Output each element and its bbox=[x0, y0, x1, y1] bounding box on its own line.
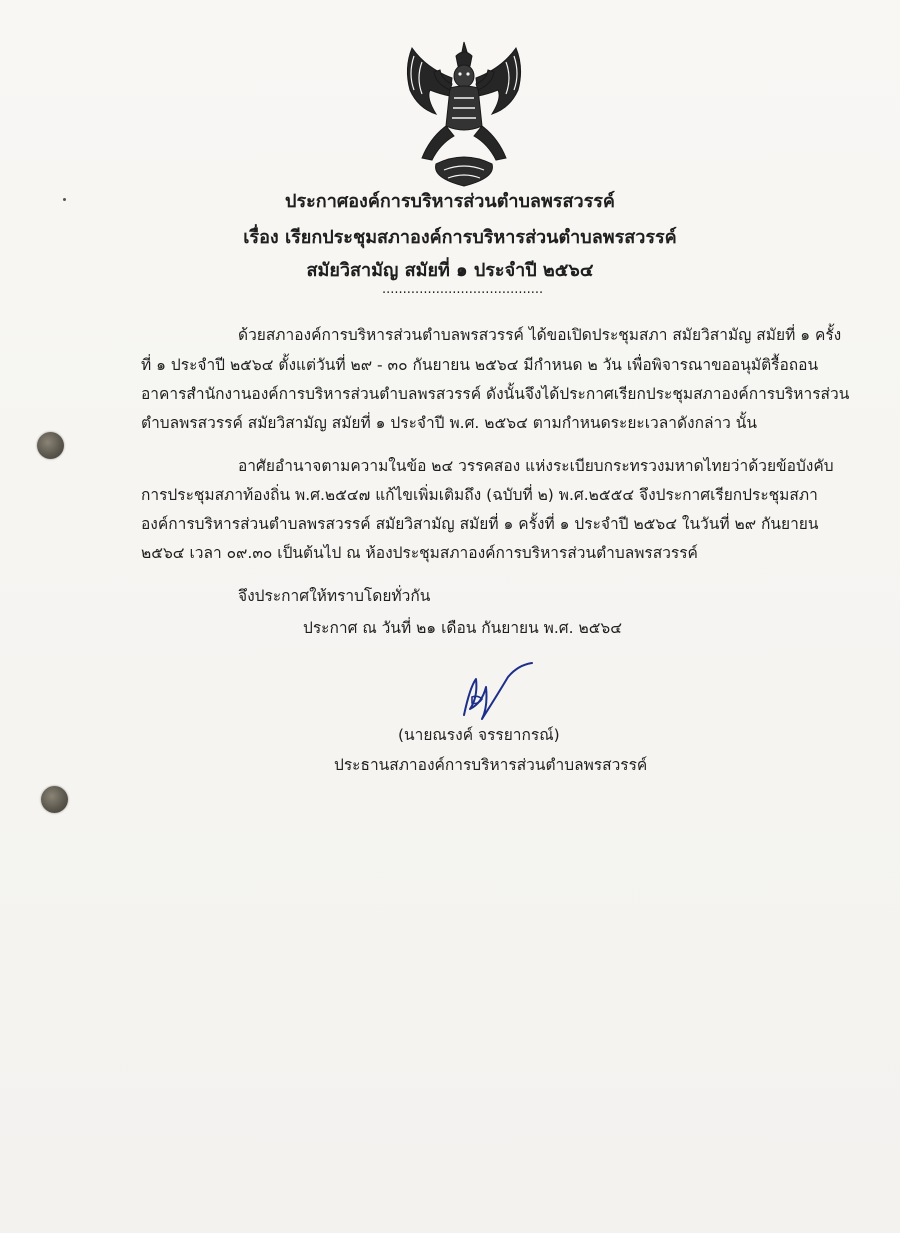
punch-hole-bottom bbox=[41, 786, 68, 813]
paragraph2-line4: ๒๕๖๔ เวลา ๐๙.๓๐ เป็นต้นไป ณ ห้องประชุมสภาองค์การบริหารส่วนตำบลพรสวรรค์ bbox=[141, 544, 698, 562]
announcement-date: ประกาศ ณ วันที่ ๒๑ เดือน กันยายน พ.ศ. ๒๕๖๔ bbox=[303, 619, 622, 637]
announcement-session: สมัยวิสามัญ สมัยที่ ๑ ประจำปี ๒๕๖๔ bbox=[306, 260, 594, 281]
paragraph2-line3: องค์การบริหารส่วนตำบลพรสวรรค์ สมัยวิสามัญ สมัยที่ ๑ ครั้งที่ ๑ ประจำปี ๒๕๖๔ ในวันที่ ๒๙ กันยายน bbox=[141, 515, 819, 533]
announcement-title: ประกาศองค์การบริหารส่วนตำบลพรสวรรค์ bbox=[285, 191, 615, 212]
announcement-subject: เรื่อง เรียกประชุมสภาองค์การบริหารส่วนตำบลพรสวรรค์ bbox=[243, 227, 677, 248]
paragraph2-line2: การประชุมสภาท้องถิ่น พ.ศ.๒๕๔๗ แก้ไขเพิ่มเติมถึง (ฉบับที่ ๒) พ.ศ.๒๕๕๔ จึงประกาศเรียกประชุมสภา bbox=[141, 486, 818, 504]
handwritten-signature bbox=[456, 657, 546, 727]
paragraph1-line2: ที่ ๑ ประจำปี ๒๕๖๔ ตั้งแต่วันที่ ๒๙ - ๓๐ กันยายน ๒๕๖๔ มีกำหนด ๒ วัน เพื่อพิจารณาขออนุมัติรื้อถอน bbox=[141, 356, 819, 374]
signer-position: ประธานสภาองค์การบริหารส่วนตำบลพรสวรรค์ bbox=[334, 756, 648, 774]
closing-statement: จึงประกาศให้ทราบโดยทั่วกัน bbox=[238, 587, 431, 605]
punch-hole-top bbox=[37, 432, 64, 459]
signer-name: (นายณรงค์ จรรยากรณ์) bbox=[398, 726, 560, 744]
garuda-emblem-icon bbox=[396, 38, 532, 190]
paragraph2-line1: อาศัยอำนาจตามความในข้อ ๒๔ วรรคสอง แห่งระเบียบกระทรวงมหาดไทยว่าด้วยข้อบังคับ bbox=[238, 457, 834, 475]
paragraph1-line1: ด้วยสภาองค์การบริหารส่วนตำบลพรสวรรค์ ได้ขอเปิดประชุมสภา สมัยวิสามัญ สมัยที่ ๑ ครั้ง bbox=[238, 326, 842, 344]
paragraph1-line4: ตำบลพรสวรรค์ สมัยวิสามัญ สมัยที่ ๑ ประจำปี พ.ศ. ๒๕๖๔ ตามกำหนดระยะเวลาดังกล่าว นั้น bbox=[141, 414, 757, 432]
title-divider: ....................................... bbox=[382, 282, 544, 297]
paragraph1-line3: อาคารสำนักงานองค์การบริหารส่วนตำบลพรสวรรค์ ดังนั้นจึงได้ประกาศเรียกประชุมสภาองค์การบริหารส่วน bbox=[141, 385, 850, 403]
